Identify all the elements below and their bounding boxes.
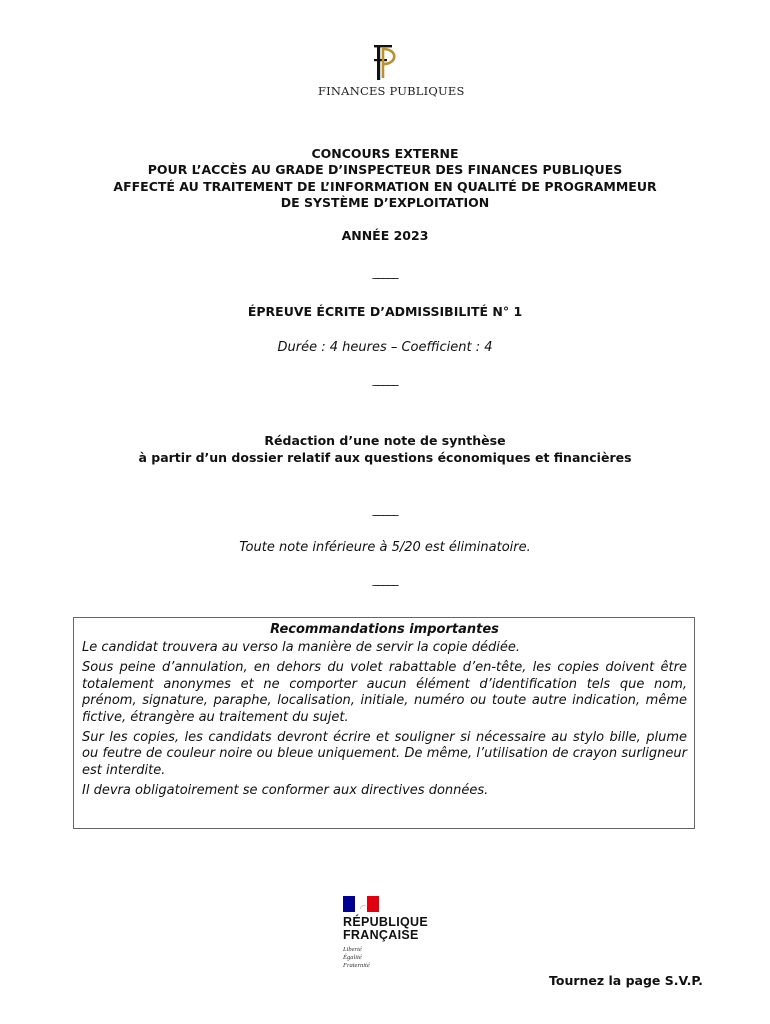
separator: _____	[372, 372, 398, 386]
republique-line: RÉPUBLIQUE	[343, 915, 428, 929]
devise-egalite: Égalité	[343, 954, 362, 961]
marianne-icon	[351, 898, 371, 910]
exam-year: ANNÉE 2023	[341, 228, 429, 243]
title-line: POUR L’ACCÈS AU GRADE D’INSPECTEUR DES FINANCES PUBLIQUES	[147, 162, 623, 178]
subject-line: Rédaction d’une note de synthèse	[264, 433, 506, 448]
recommendations-title: Recommandations importantes	[270, 622, 499, 637]
tricolor-flag-icon	[343, 896, 379, 912]
turn-page-text: Tournez la page S.V.P.	[549, 973, 703, 988]
title-line: CONCOURS EXTERNE	[311, 146, 459, 161]
duration-coefficient: Durée : 4 heures – Coefficient : 4	[277, 340, 493, 355]
finances-publiques-logo	[318, 42, 465, 98]
fp-monogram-icon	[368, 42, 402, 82]
separator: _____	[372, 265, 398, 279]
subject-line: à partir d’un dossier relatif aux questions économiques et financières	[138, 449, 632, 465]
devise-fraternite: Fraternité	[343, 962, 370, 969]
eliminatory-note: Toute note inférieure à 5/20 est éliminatoire.	[239, 540, 531, 555]
epreuve-heading: ÉPREUVE ÉCRITE D’ADMISSIBILITÉ N° 1	[247, 304, 523, 319]
recommendation-paragraph: Le candidat trouvera au verso la manière de servir la copie dédiée.	[82, 640, 521, 655]
francaise-line: FRANÇAISE	[343, 928, 419, 942]
republique-francaise-logo	[343, 896, 443, 970]
recommendations-box	[73, 617, 695, 829]
separator: _____	[372, 502, 398, 516]
devise-liberte: Liberté	[343, 946, 362, 953]
subject	[0, 433, 770, 466]
title-line: DE SYSTÈME D’EXPLOITATION	[280, 194, 490, 210]
exam-title	[0, 146, 770, 211]
title-line: AFFECTÉ AU TRAITEMENT DE L’INFORMATION EN QUALITÉ DE PROGRAMMEUR	[113, 178, 657, 194]
republique-name	[343, 916, 443, 942]
recommendation-paragraph: Il devra obligatoirement se conformer aux directives données.	[82, 783, 489, 799]
devise	[343, 946, 443, 970]
recommendation-paragraph: Sur les copies, les candidats devront écrire et souligner si nécessaire au stylo bille, plume ou feutre de couleur noire ou bleue uniquement. De même, l’utilisation de crayon surligneur est interdite.	[82, 730, 687, 778]
logo-text: FINANCES PUBLIQUES	[318, 84, 465, 98]
separator: _____	[372, 572, 398, 586]
recommendation-paragraph: Sous peine d’annulation, en dehors du volet rabattable d’en-tête, les copies doivent être totalement anonymes et ne comporter aucun élément d’identification tels que nom, prénom, signature, paraphe, localisation, initiale, numéro ou toute autre indication, même fictive, étrangère au traitement du sujet.	[82, 660, 687, 725]
